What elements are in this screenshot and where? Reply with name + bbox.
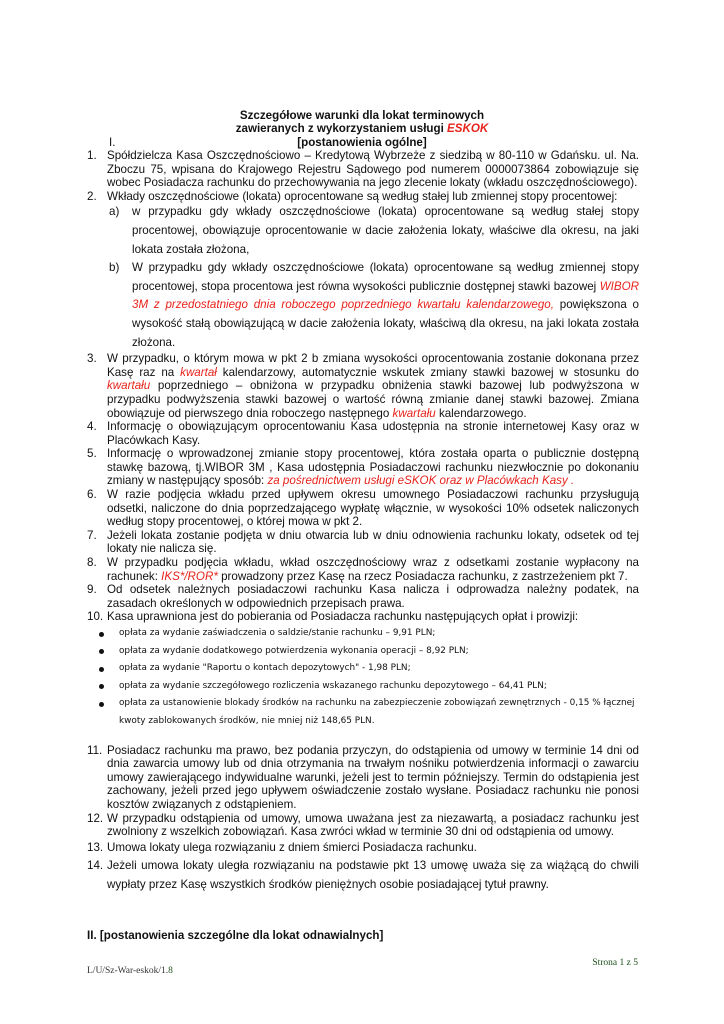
document-title-line1: Szczegółowe warunki dla lokat terminowych: [239, 109, 485, 122]
wibor-reference: WIBOR 3M z przedostatniego dnia roboczego poprzedniego kwartału kalendarzowego,: [132, 279, 639, 312]
clause-5: [87, 447, 639, 488]
clause-number: 2.: [87, 189, 97, 203]
highlight-text: IKS*/ROR*: [161, 569, 218, 583]
title-eskok: ESKOK: [447, 122, 489, 135]
clause-text: Informację o wprowadzonej zmianie stopy procentowej, która została oparta o publicznie dostępną stawkę bazową, tj.WIBOR 3M , Kasa udostępnia Posiadaczowi rachunku niezwłocznie po dokonaniu zmiany w następujący sposób:: [107, 447, 639, 488]
clause-9: [87, 583, 639, 610]
highlight-text: kwartał: [180, 365, 217, 379]
list-item: [87, 660, 639, 678]
document-version: 8: [168, 966, 173, 976]
fee-text: opłata za wydanie szczegółowego rozliczenia wskazanego rachunku depozytowego – 64,41 PLN;: [119, 680, 547, 691]
clause-number: 10.: [87, 610, 104, 624]
clause-7: [87, 529, 639, 556]
bullet-icon: [99, 632, 104, 637]
document-code: [87, 966, 173, 976]
document-code-text: L/U/Sz-War-eskok/1.: [87, 966, 169, 976]
clause-6: [87, 488, 639, 529]
clause-number: 8.: [87, 556, 97, 570]
clause-number: 13.: [87, 840, 104, 854]
clause-number: 14.: [87, 859, 104, 873]
bullet-icon: [99, 702, 104, 707]
clause-14: [87, 857, 639, 894]
highlight-text: kwartału: [107, 379, 151, 393]
clause-11: [87, 744, 639, 812]
subclause-text: powiększona o wysokość stałą obowiązującą w dacie założenia lokaty, właściwą dla okresu, na jaki lokata została złożona.: [132, 298, 640, 349]
clause-text: Jeżeli umowa lokaty uległa rozwiązaniu na podstawie pkt 13 umowę uważa się za wiążącą do chwili wypłaty przez Kasę wszystkich środków pieniężnych osobie posiadającej tytuł prawny.: [107, 859, 639, 891]
list-item: [87, 625, 639, 643]
clause-text: kalendarzowego.: [435, 406, 527, 420]
title-text: zawieranych z wykorzystaniem usługi: [235, 122, 448, 135]
subclause-text: W przypadku gdy wkłady oszczędnościowe (lokata) oprocentowane są według zmiennej stopy procentowej, stopa procentowa jest równa wysokości publicznie dostępnej stawki bazowej: [132, 261, 639, 293]
fee-text: opłata za ustanowienie blokady środków na rachunku na zabezpieczenie zobowiązań zewnętrznych - 0,15 % łącznej kwoty zablokowanych środków, nie mniej niż 148,65 PLN.: [119, 698, 635, 726]
clause-3: [87, 352, 639, 420]
clause-number: 7.: [87, 528, 97, 542]
section-roman-numeral: I.: [109, 136, 116, 149]
clause-text: prowadzony przez Kasę na rzecz Posiadacza rachunku, z zastrzeżeniem pkt 7.: [217, 569, 628, 583]
list-item: [87, 643, 639, 661]
document-title-line2: [0, 122, 724, 136]
fee-text: opłata za wydanie dodatkowego potwierdzenia wykonania operacji – 8,92 PLN;: [119, 645, 469, 656]
list-item: [87, 695, 639, 730]
bullet-icon: [99, 667, 104, 672]
clause-10: [87, 610, 639, 624]
clause-number: 1.: [87, 149, 97, 162]
clause-text: Umowa lokaty ulega rozwiązaniu z dniem śmierci Posiadacza rachunku.: [107, 840, 477, 854]
clause-13: [87, 839, 639, 858]
clause-text: Spółdzielcza Kasa Oszczędnościowo – Kredytową Wybrzeże z siedzibą w 80-110 w Gdańsku. ul. Na. Zboczu 75, wpisana do Krajowego Rejestru Sądowego pod numerem 0000073864 zobowiązuje się wobec Posiadacza rachunku do przechowywania na jego zlecenie lokaty (wkładu oszczędnościowego).: [107, 149, 639, 190]
clause-number: 3.: [87, 352, 97, 366]
list-item: [87, 678, 639, 696]
fee-list: [87, 625, 639, 731]
page-number: Strona 1 z 5: [592, 958, 638, 968]
clause-text: W przypadku podjęcia wkładu, wkład oszczędnościowy wraz z odsetkami zostanie wypłacony na rachunek:: [107, 556, 639, 583]
clause-text: Posiadacz rachunku ma prawo, bez podania przyczyn, do odstąpienia od umowy w terminie 14 dni od dnia zawarcia umowy lub od dnia otrzymania na trwałym nośniku potwierdzenia informacji o zawarciu umowy zawierającego indywidualne warunki, jeżeli jest to termin późniejszy. Termin do odstąpienia jest zachowany, jeżeli przed jego upływem oświadczenie zostało wysłane. Posiadacz rachunku nie ponosi kosztów związanych z odstąpieniem.: [107, 743, 639, 811]
clause-number: 11.: [87, 743, 103, 757]
clause-number: 4.: [87, 420, 97, 434]
subclause-letter: a): [109, 205, 120, 219]
clause-text: W przypadku odstąpienia od umowy, umowa uważana jest za niezawartą, a posiadacz rachunku jest zwolniony z wszelkich zobowiązań. Kasa zwróci wkład w terminie 30 dni od odstąpienia od umowy.: [107, 811, 639, 839]
clause-number: 5.: [87, 447, 97, 461]
highlight-text: kwartału: [392, 406, 436, 420]
clause-text: kalendarzowy, automatycznie wskutek zmiany stawki bazowej w stosunku do: [216, 365, 640, 379]
document-body: [87, 149, 639, 895]
fee-text: opłata za wydanie "Raportu o kontach depozytowych" - 1,98 PLN;: [119, 663, 411, 674]
clause-text: Od odsetek należnych posiadaczowi rachunku Kasa nalicza i odprowadza należny podatek, na zasadach określonych w odpowiednich przepisach prawa.: [107, 583, 639, 610]
clause-text: Kasa uprawniona jest do pobierania od Posiadacza rachunku następujących opłat i prowizji:: [107, 610, 579, 624]
clause-number: 9.: [87, 583, 97, 597]
bullet-icon: [99, 649, 104, 654]
highlight-text: za pośrednictwem usługi eSKOK oraz w Placówkach Kasy .: [267, 474, 575, 488]
fee-text: opłata za wydanie zaświadczenia o saldzie/stanie rachunku – 9,91 PLN;: [119, 628, 436, 638]
section-ii-heading: II. [postanowienia szczególne dla lokat odnawialnych]: [87, 929, 384, 942]
clause-text: Jeżeli lokata zostanie podjęta w dniu otwarcia lub w dniu odnowienia rachunku lokaty, odsetek od tej lokaty nie nalicza się.: [107, 528, 639, 556]
clause-number: 12.: [87, 811, 104, 825]
clause-1: [87, 149, 639, 190]
subclause-letter: b): [109, 261, 120, 275]
clause-2: [87, 190, 639, 204]
bullet-icon: [99, 684, 104, 689]
clause-text: W razie podjęcia wkładu przed upływem okresu umownego Posiadaczowi rachunku przysługują odsetki, naliczone do dnia poprzedzającego wypłatę włącznie, w wysokości 10% odsetek naliczonych według stopy procentowej, o której mowa w pkt 2.: [107, 488, 639, 529]
clause-number: 6.: [87, 488, 97, 502]
clause-text: W przypadku, o którym mowa w pkt 2 b zmiana wysokości oprocentowania zostanie dokonana przez Kasę raz na: [107, 352, 639, 379]
clause-4: [87, 420, 639, 447]
clause-8: [87, 556, 639, 583]
clause-2a: [87, 203, 639, 259]
clause-2b: [87, 259, 639, 352]
clause-text: poprzedniego – obniżona w przypadku obniżenia stawki bazowej lub podwyższona w przypadku podwyższenia stawki bazowej o wartość równą zmianie danej stawki bazowej. Zmiana obowiązuje od pierwszego dnia roboczego następnego: [107, 379, 639, 420]
clause-12: [87, 812, 639, 839]
subclause-text: w przypadku gdy wkłady oszczędnościowe (lokata) oprocentowane są według stałej stopy procentowej, obowiązuje oprocentowanie w dacie założenia lokaty, właściwe dla okresu, na jaki lokata została złożona,: [132, 205, 639, 256]
section-heading: [postanowienia ogólne]: [297, 136, 427, 149]
clause-text: Wkłady oszczędnościowe (lokata) oprocentowane są według stałej lub zmiennej stopy procentowej:: [107, 189, 618, 203]
clause-text: Informację o obowiązującym oprocentowaniu Kasa udostępnia na stronie internetowej Kasy oraz w Placówkach Kasy.: [107, 420, 639, 447]
